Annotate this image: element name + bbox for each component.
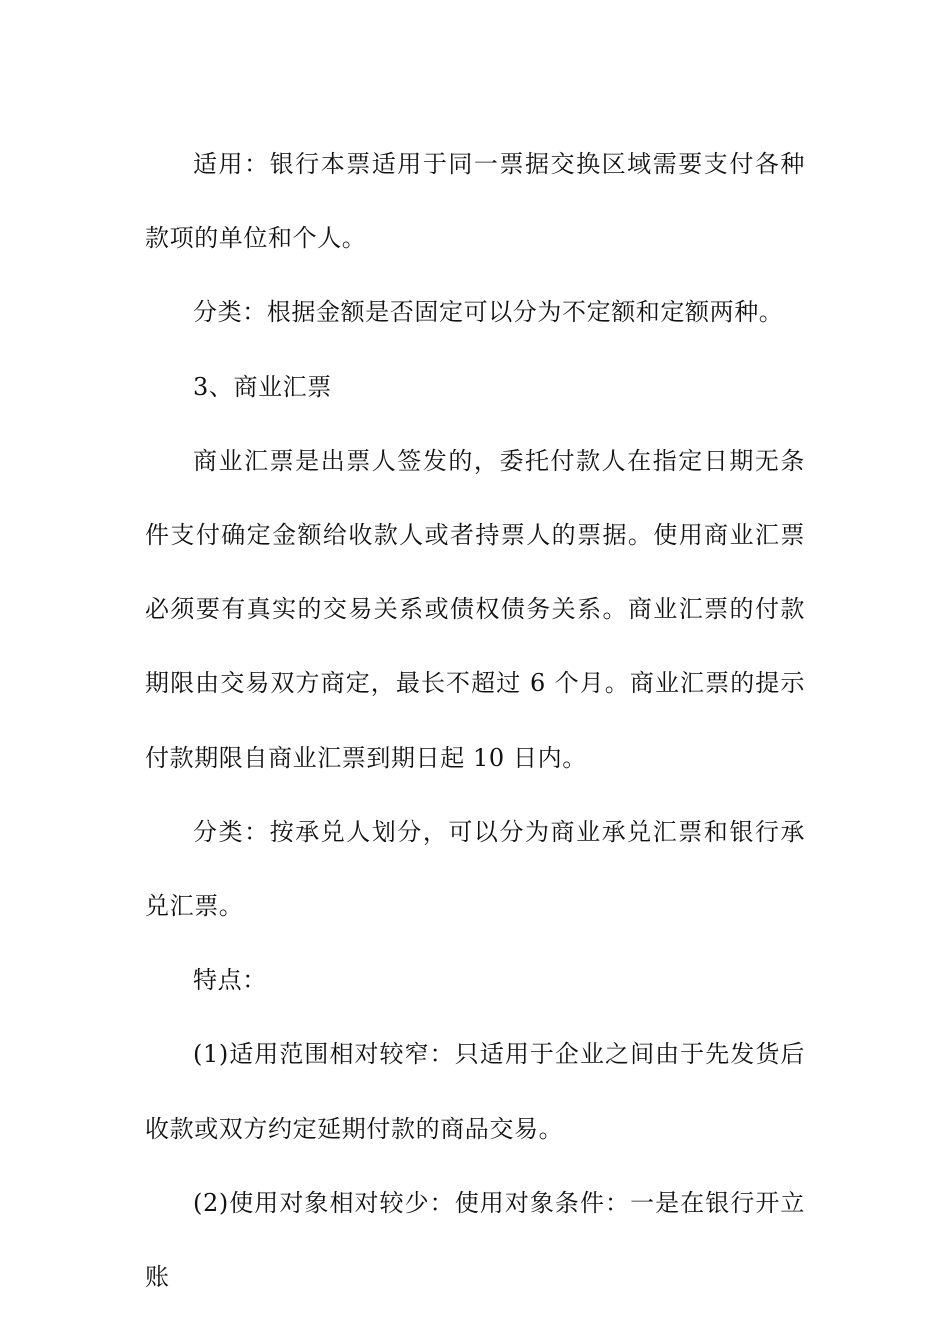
paragraph-feature-2: (2)使用对象相对较少：使用对象条件：一是在银行开立账 — [145, 1188, 805, 1292]
paragraph-classification-acceptor: 分类：按承兑人划分，可以分为商业承兑汇票和银行承兑汇票。 — [145, 817, 805, 921]
paragraph-commercial-draft-definition: 商业汇票是出票人签发的，委托付款人在指定日期无条件支付确定金额给收款人或者持票人的票据。使用商业汇票必须要有真实的交易关系或债权债务关系。商业汇票的付款期限由交易双方商定，最长不超过 6 个月。商业汇票的提示付款期限自商业汇票到期日起 10 日内。 — [145, 446, 805, 772]
paragraph-classification-amount: 分类：根据金额是否固定可以分为不定额和定额两种。 — [193, 298, 784, 327]
paragraph-applicability: 适用：银行本票适用于同一票据交换区域需要支付各种款项的单位和个人。 — [145, 150, 805, 253]
section-heading-commercial-draft: 3、商业汇票 — [193, 372, 332, 401]
paragraph-features-heading: 特点： — [193, 966, 267, 995]
paragraph-feature-1: (1)适用范围相对较窄：只适用于企业之间由于先发货后收款或双方约定延期付款的商品交易。 — [145, 1040, 805, 1143]
document-body — [145, 127, 805, 1314]
